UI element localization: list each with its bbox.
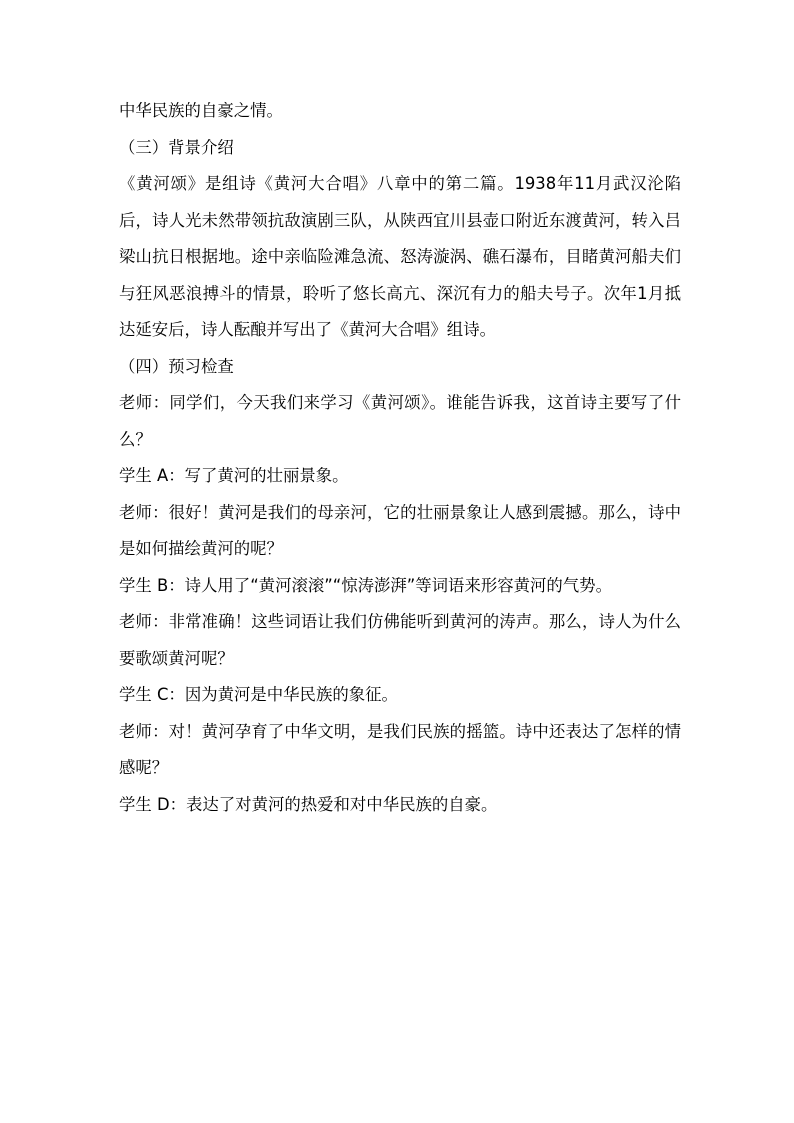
dialogue-teacher-1: 老师：同学们，今天我们来学习《黄河颂》。谁能告诉我，这首诗主要写了什么？ [119, 393, 681, 449]
section-heading-preview-check: （四）预习检查 [119, 356, 234, 376]
document-page [119, 93, 681, 823]
dialogue-student-a: 学生 A：写了黄河的壮丽景象。 [119, 466, 349, 485]
dialogue-student-d: 学生 D：表达了对黄河的热爱和对中华民族的自豪。 [119, 794, 498, 814]
paragraph-continuation: 中华民族的自豪之情。 [119, 101, 283, 120]
dialogue-teacher-2: 老师：很好！黄河是我们的母亲河，它的壮丽景象让人感到震撼。那么，诗中是如何描绘黄河的呢？ [119, 502, 681, 558]
dialogue-teacher-4: 老师：对！黄河孕育了中华文明，是我们民族的摇篮。诗中还表达了怎样的情感呢？ [119, 721, 681, 777]
section-heading-background: （三）背景介绍 [119, 137, 234, 157]
dialogue-student-b: 学生 B：诗人用了“黄河滚滚”“惊涛澎湃”等词语来形容黄河的气势。 [119, 575, 612, 595]
dialogue-teacher-3: 老师：非常准确！这些词语让我们仿佛能听到黄河的涛声。那么，诗人为什么要歌颂黄河呢？ [119, 612, 681, 668]
paragraph-background: 《黄河颂》是组诗《黄河大合唱》八章中的第二篇。1938年11月武汉沦陷后，诗人光未然带领抗敌演剧三队，从陕西宜川县壶口附近东渡黄河，转入吕梁山抗日根据地。途中亲临险滩急流、怒涛漩涡、礁石瀑布，目睹黄河船夫们与狂风恶浪搏斗的情景，聆听了悠长高亢、深沉有力的船夫号子。次年1月抵达延安后，诗人酝酿并写出了《黄河大合唱》组诗。 [119, 174, 681, 339]
dialogue-student-c: 学生 C：因为黄河是中华民族的象征。 [119, 685, 398, 704]
